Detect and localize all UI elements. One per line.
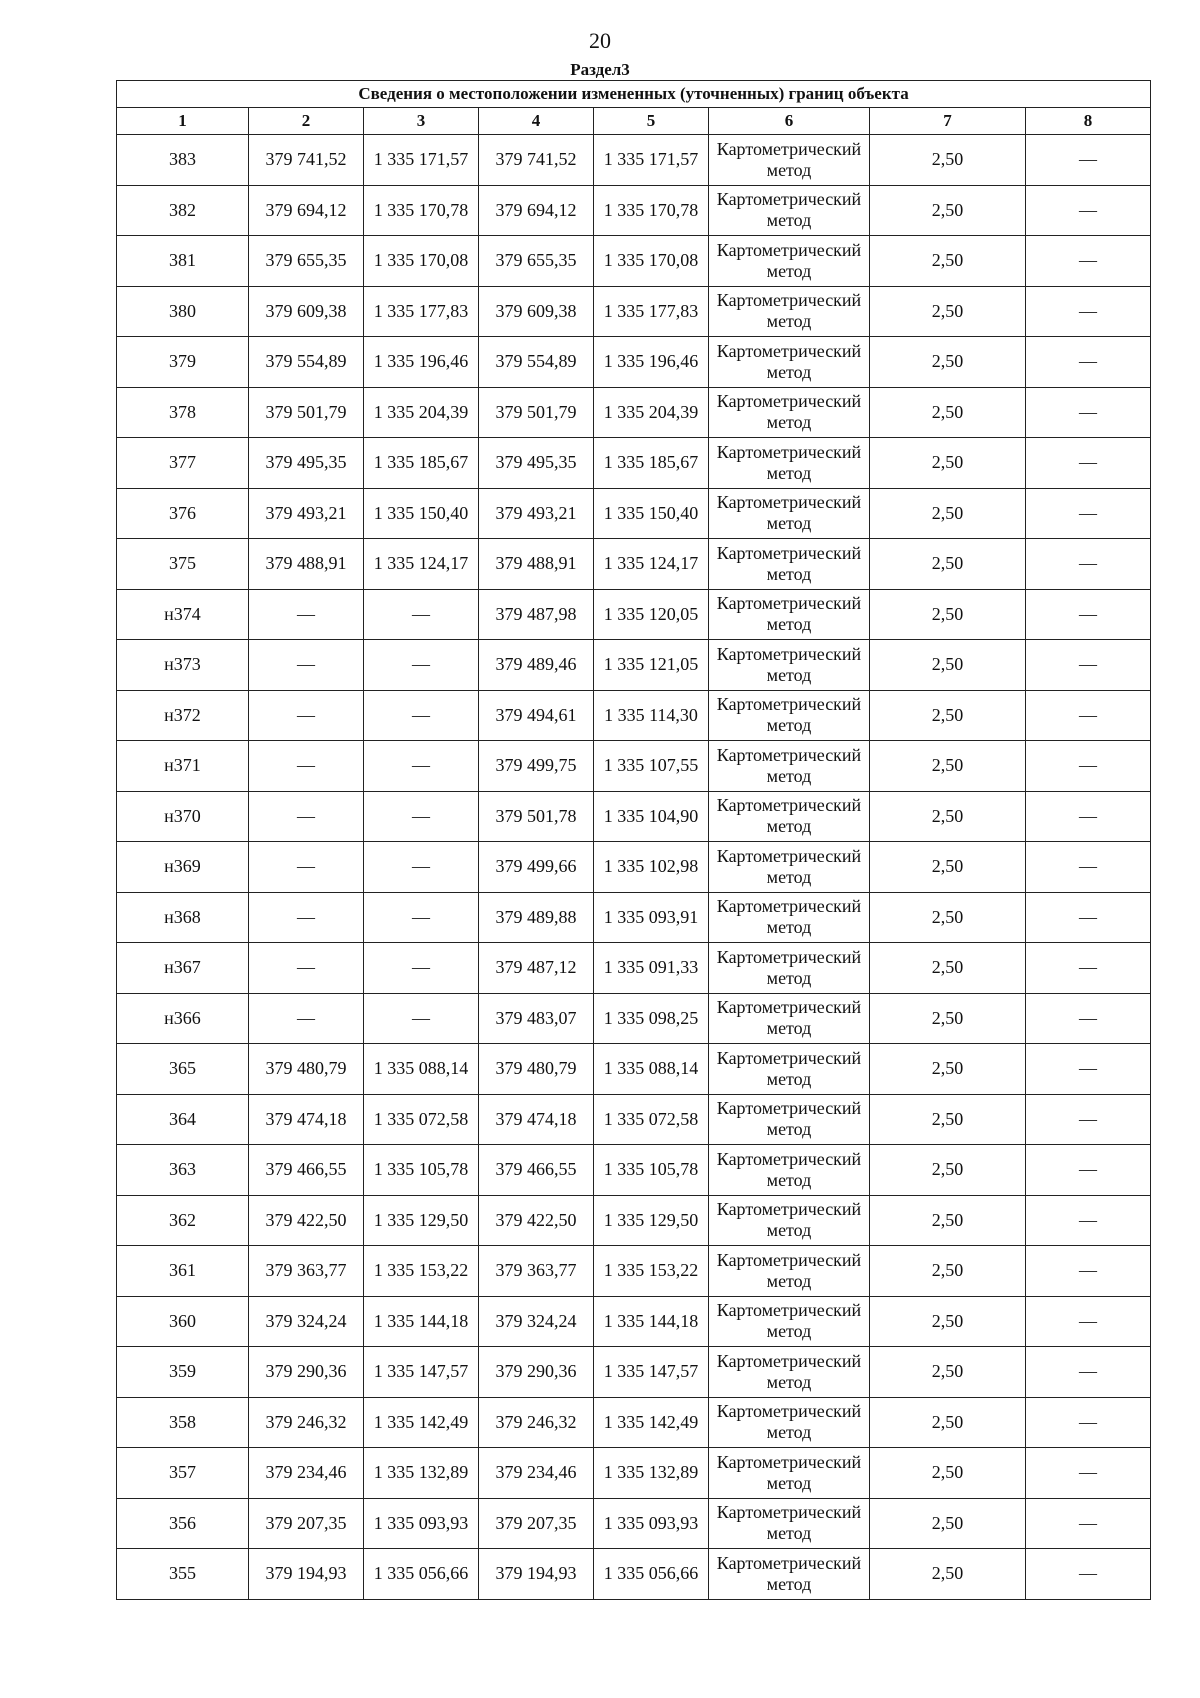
method-cell: Картометрический метод bbox=[709, 1044, 870, 1095]
new-y-cell: 1 335 124,17 bbox=[594, 539, 709, 590]
new-x-cell: 379 363,77 bbox=[479, 1246, 594, 1297]
old-y-cell: 1 335 142,49 bbox=[364, 1397, 479, 1448]
description-cell: — bbox=[1026, 1094, 1151, 1145]
old-y-cell: 1 335 170,78 bbox=[364, 185, 479, 236]
point-number-cell: н374 bbox=[117, 589, 249, 640]
new-x-cell: 379 501,79 bbox=[479, 387, 594, 438]
accuracy-cell: 2,50 bbox=[870, 1549, 1026, 1600]
old-x-cell: — bbox=[249, 892, 364, 943]
table-row bbox=[117, 488, 1151, 539]
accuracy-cell: 2,50 bbox=[870, 1296, 1026, 1347]
column-number: 8 bbox=[1026, 108, 1151, 135]
old-y-cell: 1 335 177,83 bbox=[364, 286, 479, 337]
new-y-cell: 1 335 150,40 bbox=[594, 488, 709, 539]
point-number-cell: 379 bbox=[117, 337, 249, 388]
column-number: 7 bbox=[870, 108, 1026, 135]
method-cell: Картометрический метод bbox=[709, 1145, 870, 1196]
old-x-cell: 379 207,35 bbox=[249, 1498, 364, 1549]
new-y-cell: 1 335 147,57 bbox=[594, 1347, 709, 1398]
table-row bbox=[117, 1448, 1151, 1499]
accuracy-cell: 2,50 bbox=[870, 1397, 1026, 1448]
column-number: 2 bbox=[249, 108, 364, 135]
table-row bbox=[117, 1094, 1151, 1145]
new-y-cell: 1 335 204,39 bbox=[594, 387, 709, 438]
table-row bbox=[117, 438, 1151, 489]
new-y-cell: 1 335 107,55 bbox=[594, 741, 709, 792]
old-y-cell: — bbox=[364, 791, 479, 842]
old-x-cell: 379 741,52 bbox=[249, 135, 364, 186]
old-y-cell: — bbox=[364, 690, 479, 741]
description-cell: — bbox=[1026, 1549, 1151, 1600]
accuracy-cell: 2,50 bbox=[870, 286, 1026, 337]
table-row bbox=[117, 1498, 1151, 1549]
method-cell: Картометрический метод bbox=[709, 1246, 870, 1297]
new-x-cell: 379 324,24 bbox=[479, 1296, 594, 1347]
column-number: 5 bbox=[594, 108, 709, 135]
table-row bbox=[117, 791, 1151, 842]
description-cell: — bbox=[1026, 791, 1151, 842]
point-number-cell: 359 bbox=[117, 1347, 249, 1398]
old-y-cell: 1 335 196,46 bbox=[364, 337, 479, 388]
table-row bbox=[117, 589, 1151, 640]
description-cell: — bbox=[1026, 1296, 1151, 1347]
point-number-cell: 383 bbox=[117, 135, 249, 186]
accuracy-cell: 2,50 bbox=[870, 1044, 1026, 1095]
old-x-cell: 379 493,21 bbox=[249, 488, 364, 539]
point-number-cell: н368 bbox=[117, 892, 249, 943]
method-cell: Картометрический метод bbox=[709, 1448, 870, 1499]
table-body bbox=[117, 135, 1151, 1600]
table-row bbox=[117, 1397, 1151, 1448]
point-number-cell: 380 bbox=[117, 286, 249, 337]
old-y-cell: — bbox=[364, 640, 479, 691]
new-x-cell: 379 246,32 bbox=[479, 1397, 594, 1448]
method-cell: Картометрический метод bbox=[709, 791, 870, 842]
new-y-cell: 1 335 144,18 bbox=[594, 1296, 709, 1347]
table-row bbox=[117, 1145, 1151, 1196]
table-row bbox=[117, 993, 1151, 1044]
description-cell: — bbox=[1026, 1347, 1151, 1398]
accuracy-cell: 2,50 bbox=[870, 842, 1026, 893]
old-x-cell: 379 194,93 bbox=[249, 1549, 364, 1600]
description-cell: — bbox=[1026, 892, 1151, 943]
method-cell: Картометрический метод bbox=[709, 892, 870, 943]
new-y-cell: 1 335 105,78 bbox=[594, 1145, 709, 1196]
new-x-cell: 379 489,88 bbox=[479, 892, 594, 943]
method-cell: Картометрический метод bbox=[709, 1296, 870, 1347]
new-y-cell: 1 335 170,08 bbox=[594, 236, 709, 287]
method-cell: Картометрический метод bbox=[709, 943, 870, 994]
new-y-cell: 1 335 121,05 bbox=[594, 640, 709, 691]
method-cell: Картометрический метод bbox=[709, 589, 870, 640]
point-number-cell: н369 bbox=[117, 842, 249, 893]
table-row bbox=[117, 943, 1151, 994]
old-x-cell: — bbox=[249, 589, 364, 640]
point-number-cell: 363 bbox=[117, 1145, 249, 1196]
accuracy-cell: 2,50 bbox=[870, 1145, 1026, 1196]
new-x-cell: 379 474,18 bbox=[479, 1094, 594, 1145]
accuracy-cell: 2,50 bbox=[870, 589, 1026, 640]
new-y-cell: 1 335 098,25 bbox=[594, 993, 709, 1044]
table-row bbox=[117, 1044, 1151, 1095]
description-cell: — bbox=[1026, 993, 1151, 1044]
old-y-cell: 1 335 056,66 bbox=[364, 1549, 479, 1600]
point-number-cell: н373 bbox=[117, 640, 249, 691]
point-number-cell: 355 bbox=[117, 1549, 249, 1600]
old-y-cell: 1 335 204,39 bbox=[364, 387, 479, 438]
accuracy-cell: 2,50 bbox=[870, 640, 1026, 691]
table-row bbox=[117, 135, 1151, 186]
new-x-cell: 379 499,66 bbox=[479, 842, 594, 893]
new-x-cell: 379 499,75 bbox=[479, 741, 594, 792]
old-y-cell: 1 335 124,17 bbox=[364, 539, 479, 590]
point-number-cell: 360 bbox=[117, 1296, 249, 1347]
coordinates-table bbox=[116, 80, 1151, 1600]
method-cell: Картометрический метод bbox=[709, 387, 870, 438]
old-y-cell: — bbox=[364, 993, 479, 1044]
old-y-cell: 1 335 170,08 bbox=[364, 236, 479, 287]
accuracy-cell: 2,50 bbox=[870, 791, 1026, 842]
accuracy-cell: 2,50 bbox=[870, 1347, 1026, 1398]
point-number-cell: 361 bbox=[117, 1246, 249, 1297]
old-x-cell: 379 554,89 bbox=[249, 337, 364, 388]
new-x-cell: 379 494,61 bbox=[479, 690, 594, 741]
old-x-cell: 379 474,18 bbox=[249, 1094, 364, 1145]
method-cell: Картометрический метод bbox=[709, 842, 870, 893]
old-y-cell: 1 335 171,57 bbox=[364, 135, 479, 186]
description-cell: — bbox=[1026, 1498, 1151, 1549]
old-x-cell: 379 501,79 bbox=[249, 387, 364, 438]
new-x-cell: 379 694,12 bbox=[479, 185, 594, 236]
new-x-cell: 379 480,79 bbox=[479, 1044, 594, 1095]
table-row bbox=[117, 185, 1151, 236]
old-y-cell: — bbox=[364, 842, 479, 893]
table-row bbox=[117, 337, 1151, 388]
method-cell: Картометрический метод bbox=[709, 640, 870, 691]
accuracy-cell: 2,50 bbox=[870, 741, 1026, 792]
table-row bbox=[117, 286, 1151, 337]
description-cell: — bbox=[1026, 135, 1151, 186]
description-cell: — bbox=[1026, 1195, 1151, 1246]
point-number-cell: 358 bbox=[117, 1397, 249, 1448]
column-number: 6 bbox=[709, 108, 870, 135]
new-x-cell: 379 466,55 bbox=[479, 1145, 594, 1196]
table-row bbox=[117, 842, 1151, 893]
accuracy-cell: 2,50 bbox=[870, 539, 1026, 590]
table-row bbox=[117, 387, 1151, 438]
old-x-cell: — bbox=[249, 993, 364, 1044]
new-y-cell: 1 335 088,14 bbox=[594, 1044, 709, 1095]
method-cell: Картометрический метод bbox=[709, 337, 870, 388]
method-cell: Картометрический метод bbox=[709, 1195, 870, 1246]
description-cell: — bbox=[1026, 185, 1151, 236]
method-cell: Картометрический метод bbox=[709, 539, 870, 590]
old-x-cell: — bbox=[249, 690, 364, 741]
point-number-cell: н366 bbox=[117, 993, 249, 1044]
description-cell: — bbox=[1026, 943, 1151, 994]
column-number-row bbox=[117, 108, 1151, 135]
new-x-cell: 379 483,07 bbox=[479, 993, 594, 1044]
old-x-cell: 379 488,91 bbox=[249, 539, 364, 590]
old-y-cell: 1 335 153,22 bbox=[364, 1246, 479, 1297]
new-y-cell: 1 335 091,33 bbox=[594, 943, 709, 994]
column-number: 3 bbox=[364, 108, 479, 135]
new-y-cell: 1 335 132,89 bbox=[594, 1448, 709, 1499]
accuracy-cell: 2,50 bbox=[870, 943, 1026, 994]
method-cell: Картометрический метод bbox=[709, 993, 870, 1044]
method-cell: Картометрический метод bbox=[709, 741, 870, 792]
old-x-cell: — bbox=[249, 741, 364, 792]
point-number-cell: 364 bbox=[117, 1094, 249, 1145]
old-y-cell: 1 335 132,89 bbox=[364, 1448, 479, 1499]
new-y-cell: 1 335 102,98 bbox=[594, 842, 709, 893]
page-number: 20 bbox=[589, 28, 611, 53]
old-x-cell: 379 422,50 bbox=[249, 1195, 364, 1246]
accuracy-cell: 2,50 bbox=[870, 1448, 1026, 1499]
old-y-cell: — bbox=[364, 892, 479, 943]
table-row bbox=[117, 690, 1151, 741]
new-x-cell: 379 487,12 bbox=[479, 943, 594, 994]
table-row bbox=[117, 236, 1151, 287]
old-y-cell: — bbox=[364, 741, 479, 792]
new-y-cell: 1 335 120,05 bbox=[594, 589, 709, 640]
point-number-cell: 382 bbox=[117, 185, 249, 236]
method-cell: Картометрический метод bbox=[709, 1347, 870, 1398]
column-number: 1 bbox=[117, 108, 249, 135]
old-x-cell: 379 290,36 bbox=[249, 1347, 364, 1398]
old-x-cell: — bbox=[249, 842, 364, 893]
old-x-cell: 379 466,55 bbox=[249, 1145, 364, 1196]
description-cell: — bbox=[1026, 842, 1151, 893]
description-cell: — bbox=[1026, 286, 1151, 337]
old-x-cell: 379 495,35 bbox=[249, 438, 364, 489]
accuracy-cell: 2,50 bbox=[870, 337, 1026, 388]
table-row bbox=[117, 539, 1151, 590]
new-y-cell: 1 335 114,30 bbox=[594, 690, 709, 741]
description-cell: — bbox=[1026, 741, 1151, 792]
accuracy-cell: 2,50 bbox=[870, 1246, 1026, 1297]
old-y-cell: 1 335 093,93 bbox=[364, 1498, 479, 1549]
accuracy-cell: 2,50 bbox=[870, 1195, 1026, 1246]
new-x-cell: 379 495,35 bbox=[479, 438, 594, 489]
description-cell: — bbox=[1026, 337, 1151, 388]
description-cell: — bbox=[1026, 1246, 1151, 1297]
new-y-cell: 1 335 093,91 bbox=[594, 892, 709, 943]
point-number-cell: н372 bbox=[117, 690, 249, 741]
method-cell: Картометрический метод bbox=[709, 1094, 870, 1145]
method-cell: Картометрический метод bbox=[709, 488, 870, 539]
point-number-cell: 377 bbox=[117, 438, 249, 489]
old-x-cell: 379 480,79 bbox=[249, 1044, 364, 1095]
accuracy-cell: 2,50 bbox=[870, 993, 1026, 1044]
accuracy-cell: 2,50 bbox=[870, 185, 1026, 236]
accuracy-cell: 2,50 bbox=[870, 387, 1026, 438]
description-cell: — bbox=[1026, 438, 1151, 489]
old-x-cell: 379 324,24 bbox=[249, 1296, 364, 1347]
table-row bbox=[117, 741, 1151, 792]
table-row bbox=[117, 1347, 1151, 1398]
method-cell: Картометрический метод bbox=[709, 1397, 870, 1448]
new-y-cell: 1 335 072,58 bbox=[594, 1094, 709, 1145]
accuracy-cell: 2,50 bbox=[870, 488, 1026, 539]
description-cell: — bbox=[1026, 1448, 1151, 1499]
new-x-cell: 379 609,38 bbox=[479, 286, 594, 337]
point-number-cell: 376 bbox=[117, 488, 249, 539]
new-y-cell: 1 335 177,83 bbox=[594, 286, 709, 337]
description-cell: — bbox=[1026, 236, 1151, 287]
old-y-cell: 1 335 072,58 bbox=[364, 1094, 479, 1145]
method-cell: Картометрический метод bbox=[709, 438, 870, 489]
old-y-cell: 1 335 129,50 bbox=[364, 1195, 479, 1246]
description-cell: — bbox=[1026, 690, 1151, 741]
old-x-cell: 379 246,32 bbox=[249, 1397, 364, 1448]
old-y-cell: 1 335 088,14 bbox=[364, 1044, 479, 1095]
old-x-cell: 379 234,46 bbox=[249, 1448, 364, 1499]
description-cell: — bbox=[1026, 640, 1151, 691]
description-cell: — bbox=[1026, 387, 1151, 438]
description-cell: — bbox=[1026, 1044, 1151, 1095]
new-x-cell: 379 290,36 bbox=[479, 1347, 594, 1398]
new-y-cell: 1 335 153,22 bbox=[594, 1246, 709, 1297]
point-number-cell: 375 bbox=[117, 539, 249, 590]
old-y-cell: — bbox=[364, 943, 479, 994]
table-row bbox=[117, 1296, 1151, 1347]
old-x-cell: 379 655,35 bbox=[249, 236, 364, 287]
point-number-cell: 365 bbox=[117, 1044, 249, 1095]
new-x-cell: 379 501,78 bbox=[479, 791, 594, 842]
table-row bbox=[117, 1195, 1151, 1246]
point-number-cell: 362 bbox=[117, 1195, 249, 1246]
new-y-cell: 1 335 093,93 bbox=[594, 1498, 709, 1549]
new-x-cell: 379 488,91 bbox=[479, 539, 594, 590]
new-x-cell: 379 489,46 bbox=[479, 640, 594, 691]
new-x-cell: 379 554,89 bbox=[479, 337, 594, 388]
new-x-cell: 379 207,35 bbox=[479, 1498, 594, 1549]
new-y-cell: 1 335 056,66 bbox=[594, 1549, 709, 1600]
method-cell: Картометрический метод bbox=[709, 1498, 870, 1549]
new-x-cell: 379 655,35 bbox=[479, 236, 594, 287]
old-y-cell: — bbox=[364, 589, 479, 640]
point-number-cell: 356 bbox=[117, 1498, 249, 1549]
old-x-cell: 379 363,77 bbox=[249, 1246, 364, 1297]
new-y-cell: 1 335 142,49 bbox=[594, 1397, 709, 1448]
description-cell: — bbox=[1026, 488, 1151, 539]
new-x-cell: 379 741,52 bbox=[479, 135, 594, 186]
section-title: Раздел3 bbox=[570, 60, 630, 79]
method-cell: Картометрический метод bbox=[709, 1549, 870, 1600]
point-number-cell: 357 bbox=[117, 1448, 249, 1499]
accuracy-cell: 2,50 bbox=[870, 1094, 1026, 1145]
new-x-cell: 379 487,98 bbox=[479, 589, 594, 640]
new-x-cell: 379 493,21 bbox=[479, 488, 594, 539]
old-y-cell: 1 335 185,67 bbox=[364, 438, 479, 489]
point-number-cell: н367 bbox=[117, 943, 249, 994]
method-cell: Картометрический метод bbox=[709, 690, 870, 741]
description-cell: — bbox=[1026, 539, 1151, 590]
new-y-cell: 1 335 171,57 bbox=[594, 135, 709, 186]
old-x-cell: — bbox=[249, 943, 364, 994]
old-x-cell: 379 694,12 bbox=[249, 185, 364, 236]
column-number: 4 bbox=[479, 108, 594, 135]
new-y-cell: 1 335 185,67 bbox=[594, 438, 709, 489]
table-row bbox=[117, 1549, 1151, 1600]
point-number-cell: 378 bbox=[117, 387, 249, 438]
new-y-cell: 1 335 129,50 bbox=[594, 1195, 709, 1246]
method-cell: Картометрический метод bbox=[709, 236, 870, 287]
description-cell: — bbox=[1026, 1145, 1151, 1196]
old-x-cell: — bbox=[249, 791, 364, 842]
point-number-cell: н370 bbox=[117, 791, 249, 842]
new-y-cell: 1 335 104,90 bbox=[594, 791, 709, 842]
point-number-cell: н371 bbox=[117, 741, 249, 792]
accuracy-cell: 2,50 bbox=[870, 135, 1026, 186]
description-cell: — bbox=[1026, 589, 1151, 640]
old-y-cell: 1 335 150,40 bbox=[364, 488, 479, 539]
accuracy-cell: 2,50 bbox=[870, 690, 1026, 741]
method-cell: Картометрический метод bbox=[709, 185, 870, 236]
accuracy-cell: 2,50 bbox=[870, 438, 1026, 489]
table-row bbox=[117, 892, 1151, 943]
table-row bbox=[117, 640, 1151, 691]
accuracy-cell: 2,50 bbox=[870, 892, 1026, 943]
description-cell: — bbox=[1026, 1397, 1151, 1448]
method-cell: Картометрический метод bbox=[709, 286, 870, 337]
method-cell: Картометрический метод bbox=[709, 135, 870, 186]
old-x-cell: — bbox=[249, 640, 364, 691]
point-number-cell: 381 bbox=[117, 236, 249, 287]
new-x-cell: 379 194,93 bbox=[479, 1549, 594, 1600]
new-y-cell: 1 335 196,46 bbox=[594, 337, 709, 388]
table-caption: Сведения о местоположении измененных (уточненных) границ объекта bbox=[117, 81, 1151, 108]
accuracy-cell: 2,50 bbox=[870, 1498, 1026, 1549]
new-x-cell: 379 422,50 bbox=[479, 1195, 594, 1246]
accuracy-cell: 2,50 bbox=[870, 236, 1026, 287]
table-row bbox=[117, 1246, 1151, 1297]
old-y-cell: 1 335 105,78 bbox=[364, 1145, 479, 1196]
old-y-cell: 1 335 144,18 bbox=[364, 1296, 479, 1347]
old-y-cell: 1 335 147,57 bbox=[364, 1347, 479, 1398]
old-x-cell: 379 609,38 bbox=[249, 286, 364, 337]
new-y-cell: 1 335 170,78 bbox=[594, 185, 709, 236]
new-x-cell: 379 234,46 bbox=[479, 1448, 594, 1499]
